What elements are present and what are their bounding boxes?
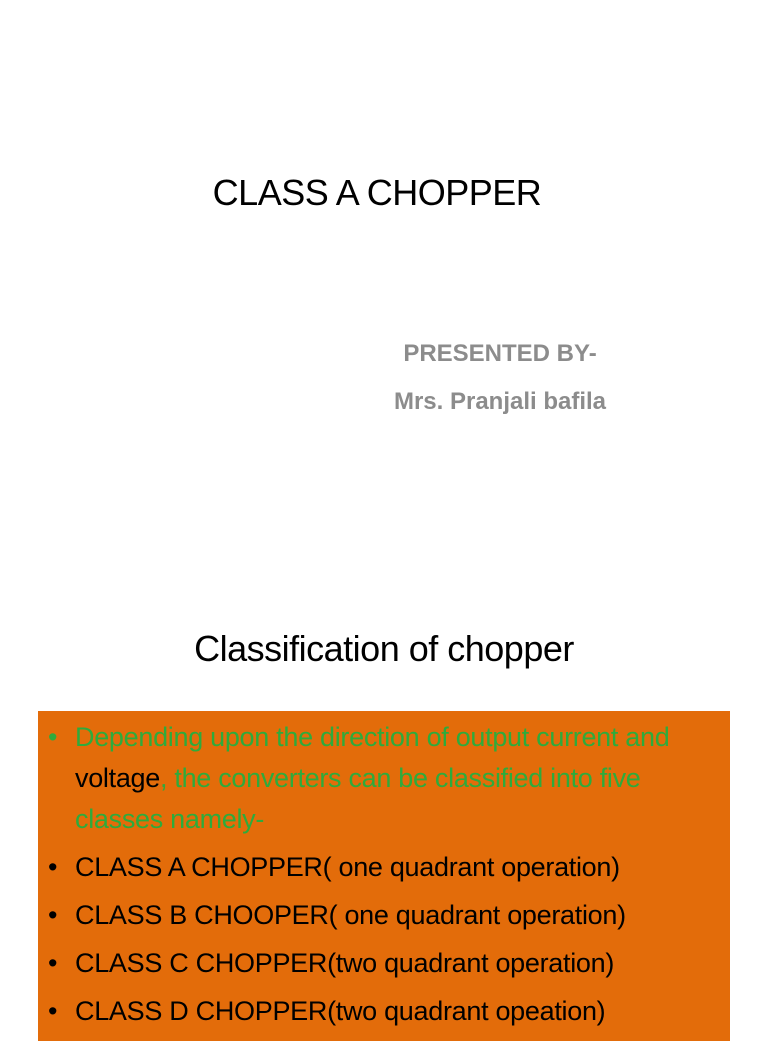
list-item-text: CLASS C CHOPPER(two quadrant operation) <box>75 948 615 978</box>
bullet-icon: • <box>48 852 58 882</box>
presenter-block <box>340 330 660 426</box>
list-item <box>48 717 710 840</box>
presenter-label: PRESENTED BY- <box>403 340 597 367</box>
slide-2 <box>0 576 768 1024</box>
content-box <box>38 711 730 1041</box>
list-item-text: CLASS B CHOOPER( one quadrant operation) <box>75 900 626 930</box>
list-item-text: CLASS A CHOPPER( one quadrant operation) <box>75 852 620 882</box>
slide-title: Classification of chopper <box>194 628 574 669</box>
presenter-name: Mrs. Pranjali bafila <box>393 388 607 415</box>
list-item <box>48 895 710 936</box>
bullet-icon: • <box>48 996 58 1026</box>
intro-text-part2: , the converters can be classified into five classes namely- <box>75 763 641 834</box>
slide-title: CLASS A CHOPPER <box>212 172 542 213</box>
intro-text-part1: Depending upon the direction of output current and <box>75 722 670 752</box>
bullet-icon: • <box>48 948 58 978</box>
bullet-icon: • <box>48 900 58 930</box>
list-item <box>48 943 710 984</box>
list-item-text: CLASS D CHOPPER(two quadrant opeation) <box>75 996 606 1026</box>
list-item <box>48 991 710 1032</box>
intro-text-highlight: voltage <box>75 763 160 793</box>
bullet-list <box>38 711 730 1032</box>
list-item <box>48 847 710 888</box>
bullet-icon: • <box>48 722 58 752</box>
